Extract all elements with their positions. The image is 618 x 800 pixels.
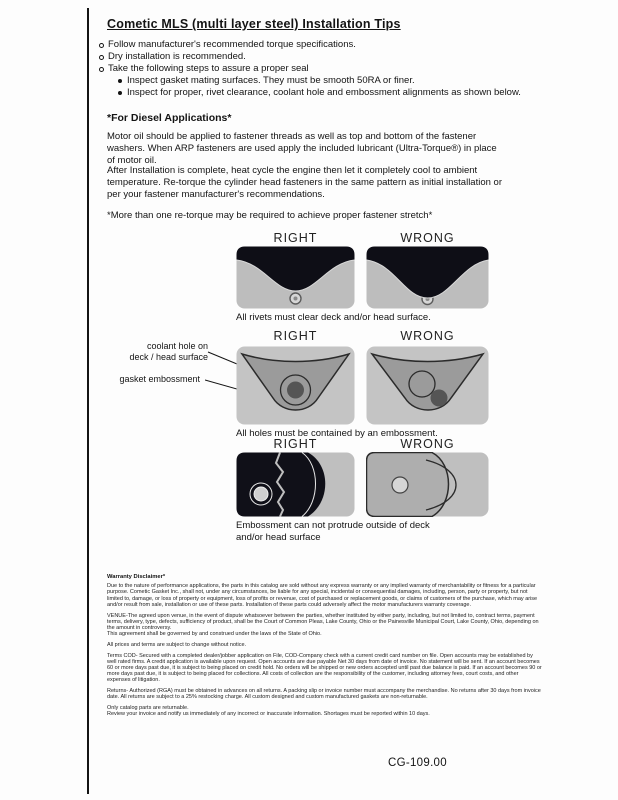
filled-bullet-icon [118,91,122,95]
warranty-paragraph: VENUE-The agreed upon venue, in the event of dispute whatsoever between the parties, whether instituted by either party, including, but not limited to, contract terms, payment terms, delivery, type, defects, sufficiency of product, shall be the Court of Common Pleas, Lake County, Ohio or the Painesville Municipal Court, Lake County, Ohio, depending on the amount in controversy. [107,612,539,631]
diagram-embossment-right [236,346,355,425]
coolant-hole-label [113,341,208,362]
tip-text: Inspect for proper, rivet clearance, coolant hole and embossment alignments as shown below. [127,87,521,98]
list-item [118,75,521,87]
diagram-embossment-wrong [366,346,489,425]
filled-bullet-icon [118,79,122,83]
tip-text: Take the following steps to assure a proper seal [108,63,309,74]
warranty-paragraph: Due to the nature of performance applications, the parts in this catalog are sold without any express warranty or any implied warranty of merchantability or fitness for a particular purpose. Cometic Gasket Inc., shall not, under any circumstances, be liable for any special, incidental or consequential damages, including, person, party or property, but not limited to, damage, or loss of property or equipment, loss of profits or revenue, cost of purchased or replacement goods, or claims of customers of the purchase, which may arise and/or result from sale, installation or use of these parts. Installation of these parts could adversely affect the motor manufacturers warranty coverage. [107,583,538,608]
warranty-paragraph: This agreement shall be governed by and construed under the laws of the State of Ohio. [107,631,322,638]
warranty-paragraph: Only catalog parts are returnable. [107,704,189,711]
tip-text: Dry installation is recommended. [108,51,246,62]
rivet-caption: All rivets must clear deck and/or head surface. [236,312,431,323]
right-label: RIGHT [273,437,318,451]
warranty-paragraph: Review your invoice and notify us immediately of any incorrect or inaccurate information. Shortages must be reported within 10 days. [107,711,430,718]
tip-text: Follow manufacturer's recommended torque specifications. [108,39,356,50]
warranty-heading: Warranty Disclaimer* [107,574,166,580]
tip-text: Inspect gasket mating surfaces. They must be smooth 50RA or finer. [127,75,415,86]
warranty-disclaimer [107,574,543,722]
list-item [99,51,521,63]
right-label: RIGHT [273,329,318,343]
page-left-border [87,8,89,794]
protrusion-caption-line2: and/or head surface [236,532,321,543]
diagram-protrusion-wrong [366,452,489,517]
protrusion-caption-line1: Embossment can not protrude outside of deck [236,520,430,531]
protrusion-caption [236,520,430,544]
open-bullet-icon [99,67,104,72]
diesel-paragraph-1: Motor oil should be applied to fastener threads as well as top and bottom of the fastener washers. When ARP fasteners are used apply the included lubricant (Ultra-Torque®) in place of motor oil. [107,131,497,166]
diesel-applications-heading: *For Diesel Applications* [107,112,232,124]
right-label: RIGHT [273,231,318,245]
wrong-label: WRONG [400,231,455,245]
diagram-protrusion-right [236,452,355,517]
installation-tips-list [99,39,521,99]
wrong-label: WRONG [400,437,455,451]
catalog-page-code: CG-109.00 [388,757,447,769]
open-bullet-icon [99,43,104,48]
wrong-label: WRONG [400,329,455,343]
list-item [99,63,521,75]
warranty-paragraph: All prices and terms are subject to change without notice. [107,641,247,648]
diagram-rivet-right [236,246,355,309]
retorque-note: *More than one re-torque may be required to achieve proper fastener stretch* [107,210,433,221]
coolant-hole-label-line1: coolant hole on [146,341,208,351]
gasket-embossment-label: gasket embossment [119,374,200,384]
warranty-paragraph: Returns- Authorized (RGA) must be obtained in advances on all returns. A packing slip or invoice number must accompany the merchandise. No returns after 30 days from invoice date. All returns are subject to a 25% restocking charge. All custom designed and custom manufactured gaskets are non-returnable. [107,688,541,701]
list-item [118,87,521,99]
embossment-caption: All holes must be contained by an embossment. [236,428,438,439]
list-item [99,39,521,51]
warranty-paragraph: Terms COD- Secured with a completed dealer/jobber application on File, COD-Company check with a current credit card number on file. Open accounts may be established by well rated firms. A credit application is available upon request. Open accounts are due payable Net 30 days from date of invoice. No statement will be sent. If an account becomes 60 or more days past due, it is subject to being placed on credit hold. No orders will be shipped or new orders accepted until past due balance is paid. If an account becomes 90 or more days past due, it is subject to being placed for collections. All costs of collection are the responsibility of the customer, including attorney fees, court costs, and other expenses of litigation. [107,652,542,684]
diagram-rivet-wrong [366,246,489,309]
diesel-paragraph-2: After Installation is complete, heat cycle the engine then let it completely cool to ambient temperature. Re-torque the cylinder head fasteners in the same pattern as initial installation or per your fastener manufacturer's recommendations. [107,165,502,200]
coolant-hole-label-line2: deck / head surface [129,351,208,362]
page-title: Cometic MLS (multi layer steel) Installation Tips [107,17,401,31]
open-bullet-icon [99,55,104,60]
